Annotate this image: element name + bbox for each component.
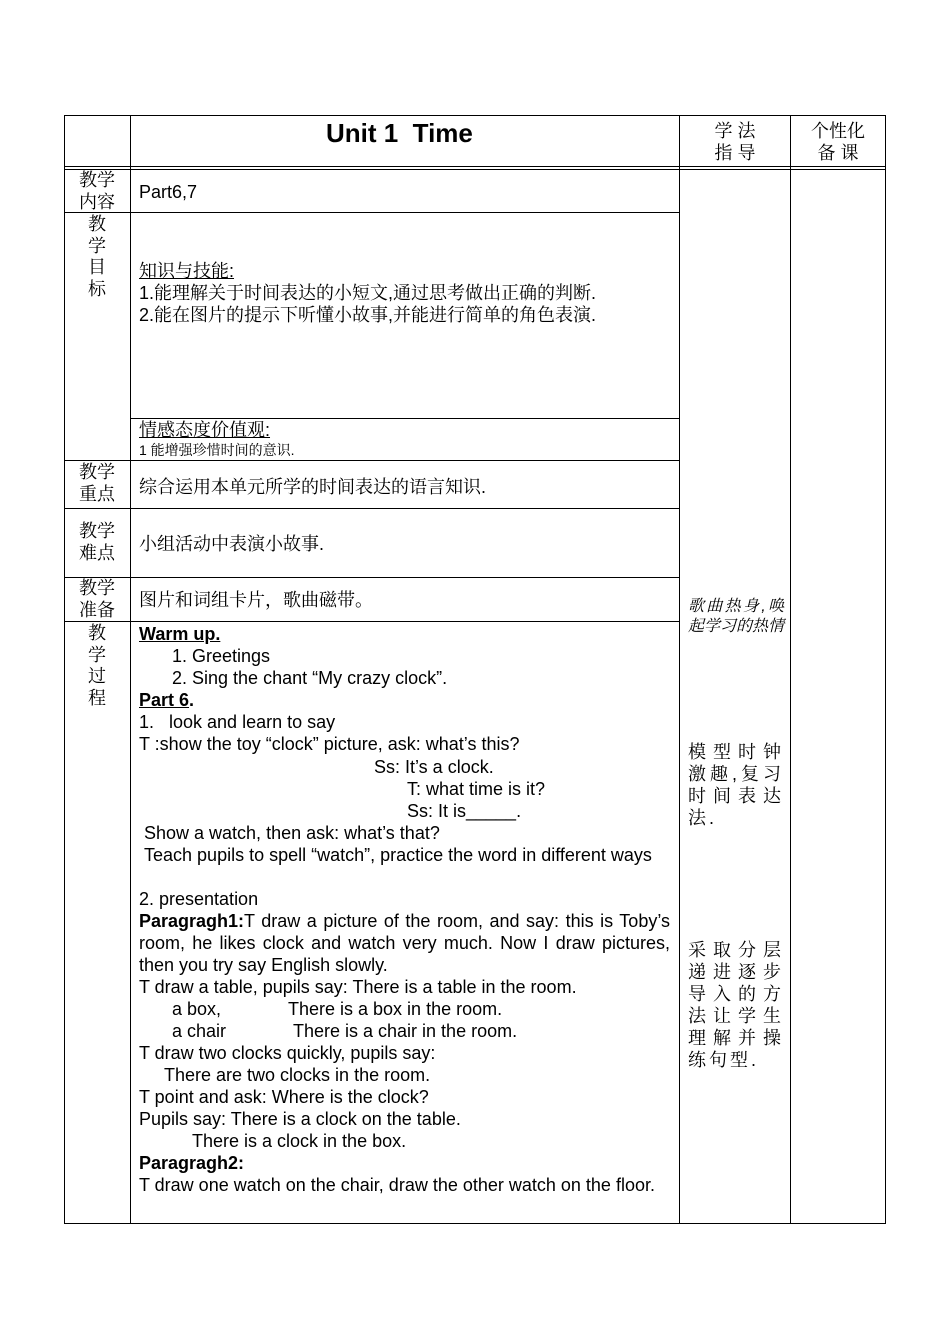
emotion-heading: 情感态度价值观: bbox=[139, 420, 271, 440]
process-line: There is a clock in the box. bbox=[192, 1131, 407, 1151]
prep-value: 图片和词组卡片，歌曲磁带。 bbox=[139, 590, 373, 610]
skill-heading: 知识与技能: bbox=[139, 261, 235, 281]
table-border bbox=[64, 1223, 886, 1224]
skill-item: 2.能在图片的提示下听懂小故事,并能进行简单的角色表演. bbox=[139, 305, 597, 325]
process-line: There is a box in the room. bbox=[288, 999, 503, 1019]
process-line: 2. presentation bbox=[139, 889, 259, 909]
column-divider bbox=[130, 115, 131, 1224]
part6-label: Part 6 bbox=[139, 690, 190, 710]
table-border bbox=[64, 115, 886, 116]
header-divider bbox=[64, 166, 886, 167]
warmup-heading: Warm up. bbox=[139, 624, 221, 644]
row-divider bbox=[64, 508, 679, 509]
part6-heading bbox=[139, 689, 194, 711]
process-line: T :show the toy “clock” picture, ask: what’s this? bbox=[139, 734, 520, 754]
process-line: Pupils say: There is a clock on the table. bbox=[139, 1109, 461, 1129]
emotion-item: 1 能增强珍惜时间的意识. bbox=[139, 442, 295, 458]
row-label-goals: 教 学 目 标 bbox=[88, 214, 106, 299]
guide-note: 采取分层递进逐步导入的方法让学生理解并操练句型. bbox=[688, 940, 784, 1070]
row-label-content: 教学 内容 bbox=[79, 170, 115, 212]
process-paragraph: Teach pupils to spell “watch”, practice the word in different ways bbox=[139, 845, 652, 865]
guide-note: 歌曲热身,唤起学习的热情 bbox=[688, 598, 785, 635]
process-line: Ss: It’s a clock. bbox=[374, 757, 494, 777]
process-line: 2. Sing the chant “My crazy clock”. bbox=[172, 668, 448, 688]
process-line: T: what time is it? bbox=[407, 779, 546, 799]
paragraph1-text: T draw a picture of the room, and say: this is Toby’s room, he likes clock and watch very much. Now I draw pictures, then you try say English slowly. bbox=[139, 911, 670, 975]
header-divider bbox=[64, 169, 886, 170]
guide-column-header: 学 法 指 导 bbox=[714, 121, 756, 163]
row-label-focus: 教学 重点 bbox=[79, 462, 115, 504]
focus-value: 综合运用本单元所学的时间表达的语言知识. bbox=[139, 477, 486, 497]
row-label-prep: 教学 准备 bbox=[79, 578, 115, 620]
process-line: T draw two clocks quickly, pupils say: bbox=[139, 1043, 436, 1063]
row-divider bbox=[64, 577, 679, 578]
process-line: Ss: It is_____. bbox=[407, 801, 522, 821]
paragraph1 bbox=[139, 910, 670, 976]
guide-note: 模型时钟激趣,复习时间表达法. bbox=[688, 742, 784, 828]
column-divider bbox=[790, 115, 791, 1224]
process-line: a chair bbox=[172, 1021, 227, 1041]
content-value: Part6,7 bbox=[139, 182, 198, 202]
row-label-process: 教 学 过 程 bbox=[88, 623, 106, 708]
row-divider bbox=[64, 621, 679, 622]
table-border bbox=[885, 115, 886, 1224]
page-title: Unit 1 Time bbox=[326, 118, 473, 148]
process-line: There is a chair in the room. bbox=[293, 1021, 518, 1041]
column-divider bbox=[679, 115, 680, 1224]
process-line: a box, bbox=[172, 999, 222, 1019]
row-divider bbox=[64, 212, 679, 213]
paragraph2-text: T draw one watch on the chair, draw the other watch on the floor. bbox=[139, 1175, 655, 1195]
process-line: There are two clocks in the room. bbox=[164, 1065, 431, 1085]
process-line: Show a watch, then ask: what’s that? bbox=[139, 823, 440, 843]
paragraph2-label: Paragragh2: bbox=[139, 1153, 245, 1173]
row-divider bbox=[64, 460, 679, 461]
process-line: T draw a table, pupils say: There is a table in the room. bbox=[139, 977, 577, 997]
row-label-difficulty: 教学 难点 bbox=[79, 521, 115, 563]
skill-item: 1.能理解关于时间表达的小短文,通过思考做出正确的判断. bbox=[139, 283, 597, 303]
paragraph1-label: Paragragh1: bbox=[139, 911, 245, 931]
personal-column-header: 个性化 备 课 bbox=[811, 121, 865, 163]
part6-dot: . bbox=[189, 690, 195, 710]
process-line: T point and ask: Where is the clock? bbox=[139, 1087, 429, 1107]
difficulty-value: 小组活动中表演小故事. bbox=[139, 534, 324, 554]
process-line: 1. Greetings bbox=[172, 646, 271, 666]
process-line: 1. look and learn to say bbox=[139, 712, 336, 732]
